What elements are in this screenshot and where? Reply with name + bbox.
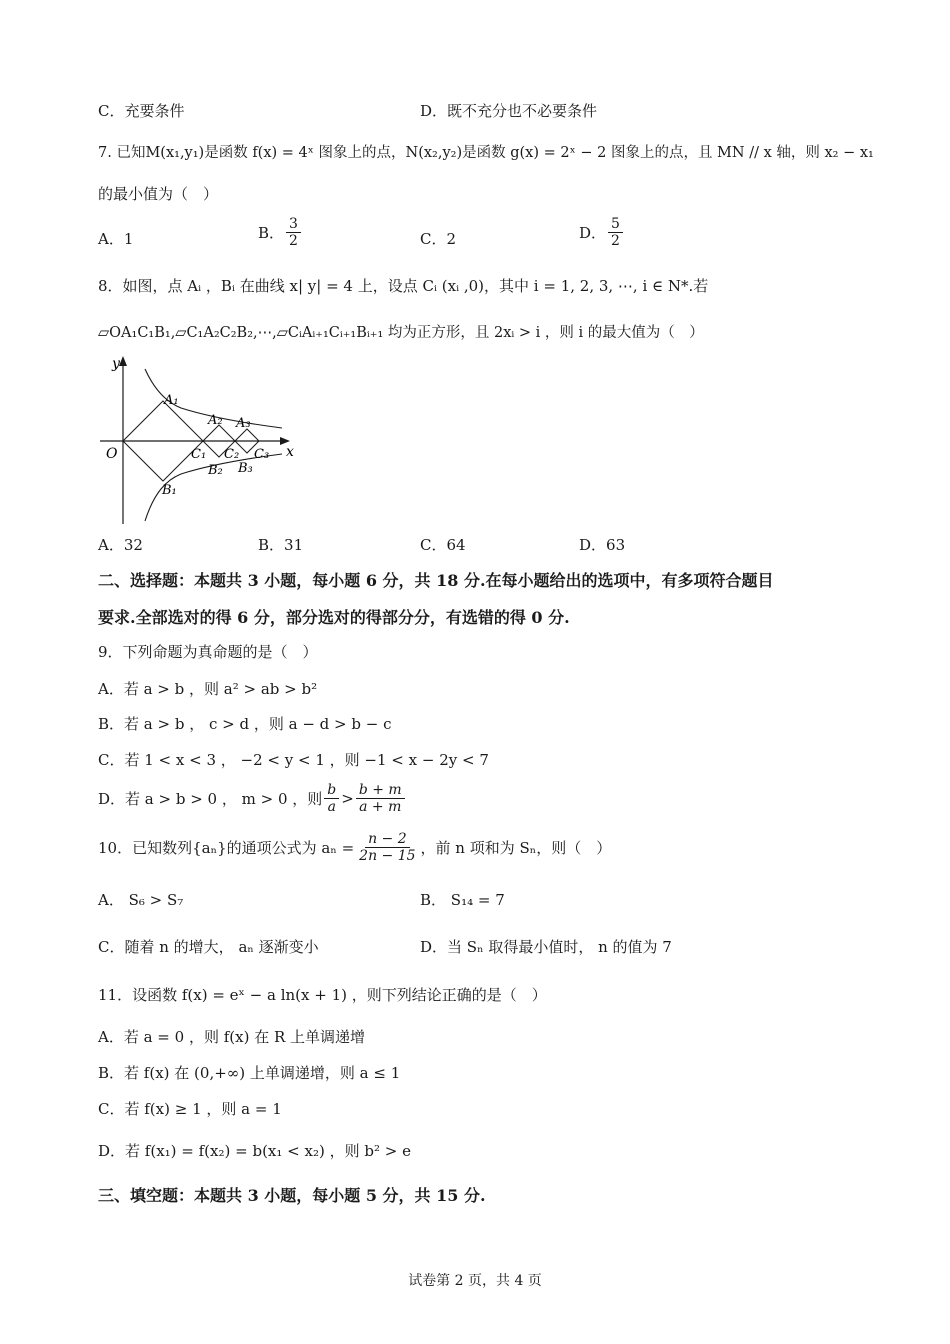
fraction-denominator: 2	[289, 233, 298, 249]
q10-stem-post: ，前 n 项和为 Sₙ，则（ ）	[420, 839, 612, 857]
section-2-heading: 二、选择题：本题共 3 小题，每小题 6 分，共 18 分.在每小题给出的选项中，有多项符合题目	[98, 571, 774, 590]
q9-option-c: C．若 1 < x < 3 ， −2 < y < 1 ，则 −1 < x − 2y < 7	[98, 751, 489, 769]
q8-option-d: D．63	[579, 536, 626, 554]
label-a1: A₁	[164, 393, 179, 408]
q6-option-d: D．既不充分也不必要条件	[420, 102, 598, 120]
q11-option-a: A．若 a = 0 ，则 f(x) 在 R 上单调递增	[98, 1028, 366, 1046]
q9-option-d-fraction-1	[324, 782, 339, 815]
q10-option-a: A． S₆ > S₇	[98, 891, 184, 909]
label-b1: B₁	[162, 483, 177, 498]
label-b2: B₂	[208, 463, 223, 478]
q9-option-d	[98, 782, 407, 815]
q11-option-b: B．若 f(x) 在 (0,+∞) 上单调递增，则 a ≤ 1	[98, 1064, 401, 1082]
q7-option-d-fraction	[608, 216, 623, 249]
fraction-denominator: a	[327, 799, 336, 815]
q7-option-b	[258, 216, 303, 249]
q9-option-d-fraction-2	[356, 782, 405, 815]
fraction-denominator: 2n − 15	[359, 848, 416, 864]
q8-option-b: B．31	[258, 536, 304, 554]
q10-stem-pre: 10．已知数列{aₙ}的通项公式为 aₙ =	[98, 839, 355, 857]
q9-option-b: B．若 a > b ， c > d ，则 a − d > b − c	[98, 715, 392, 733]
q10-option-d: D．当 Sₙ 取得最小值时， n 的值为 7	[420, 938, 672, 956]
fraction-denominator: a + m	[359, 799, 402, 815]
page-footer: 试卷第 2 页，共 4 页	[408, 1273, 542, 1289]
q11-option-c: C．若 f(x) ≥ 1 ，则 a = 1	[98, 1100, 282, 1118]
q7-option-d-label: D．	[579, 224, 607, 242]
q9-option-a: A．若 a > b ，则 a² > ab > b²	[98, 680, 318, 698]
q6-option-c: C．充要条件	[98, 102, 185, 120]
section-3-heading: 三、填空题：本题共 3 小题，每小题 5 分，共 15 分.	[98, 1186, 486, 1205]
q11-option-d: D．若 f(x₁) = f(x₂) = b(x₁ < x₂) ，则 b² > e	[98, 1142, 411, 1160]
greater-than-sign: >	[341, 789, 354, 808]
q7-option-d	[579, 216, 625, 249]
q8-stem-cont: ▱OA₁C₁B₁,▱C₁A₂C₂B₂,⋯,▱CᵢAᵢ₊₁Cᵢ₊₁Bᵢ₊₁ 均为正方形，且 2xᵢ > i ，则 i 的最大值为（ ）	[98, 325, 704, 341]
fraction-numerator: 3	[286, 216, 301, 233]
q7-stem-cont: 的最小值为（ ）	[98, 185, 219, 203]
label-b3: B₃	[238, 461, 253, 476]
fraction-numerator: b + m	[356, 782, 405, 799]
q10-option-c: C．随着 n 的增大， aₙ 逐渐变小	[98, 938, 319, 956]
q10-stem	[98, 831, 611, 864]
q10-fraction	[356, 831, 418, 864]
q9-option-d-text: D．若 a > b > 0 ， m > 0 ，则	[98, 790, 323, 808]
q7-option-b-fraction	[286, 216, 301, 249]
label-c2: C₂	[224, 447, 240, 462]
q9-stem: 9．下列命题为真命题的是（ ）	[98, 643, 318, 661]
fraction-numerator: 5	[608, 216, 623, 233]
q8-figure	[96, 352, 306, 528]
label-a2: A₂	[208, 413, 223, 428]
label-a3: A₃	[236, 416, 251, 431]
fraction-denominator: 2	[611, 233, 620, 249]
q10-option-b: B． S₁₄ = 7	[420, 891, 505, 909]
q11-stem: 11．设函数 f(x) = eˣ − a ln(x + 1) ，则下列结论正确的是（ ）	[98, 986, 547, 1004]
q7-option-b-label: B．	[258, 224, 285, 242]
q8-option-a: A．32	[98, 536, 143, 554]
q7-option-c: C．2	[420, 230, 457, 248]
section-2-heading-cont: 要求.全部选对的得 6 分，部分选对的得部分分，有选错的得 0 分.	[98, 608, 570, 627]
q8-stem: 8．如图，点 Aᵢ ，Bᵢ 在曲线 x| y| = 4 上，设点 Cᵢ (xᵢ ,0)，其中 i = 1, 2, 3, ⋯, i ∈ N*.若	[98, 277, 709, 295]
label-y: y	[112, 356, 120, 372]
q7-option-a: A．1	[98, 230, 134, 248]
label-c1: C₁	[191, 447, 207, 462]
label-o: O	[106, 446, 118, 462]
y-axis-arrow-icon	[119, 356, 127, 366]
label-x: x	[286, 444, 294, 460]
fraction-numerator: b	[324, 782, 339, 799]
q7-stem: 7. 已知M(x₁,y₁)是函数 f(x) = 4ˣ 图象上的点，N(x₂,y₂)是函数 g(x) = 2ˣ − 2 图象上的点，且 MN // x 轴，则 x₂ − x₁	[98, 145, 874, 161]
q8-option-c: C．64	[420, 536, 466, 554]
label-c3: C₃	[254, 447, 270, 462]
fraction-numerator: n − 2	[365, 831, 410, 848]
